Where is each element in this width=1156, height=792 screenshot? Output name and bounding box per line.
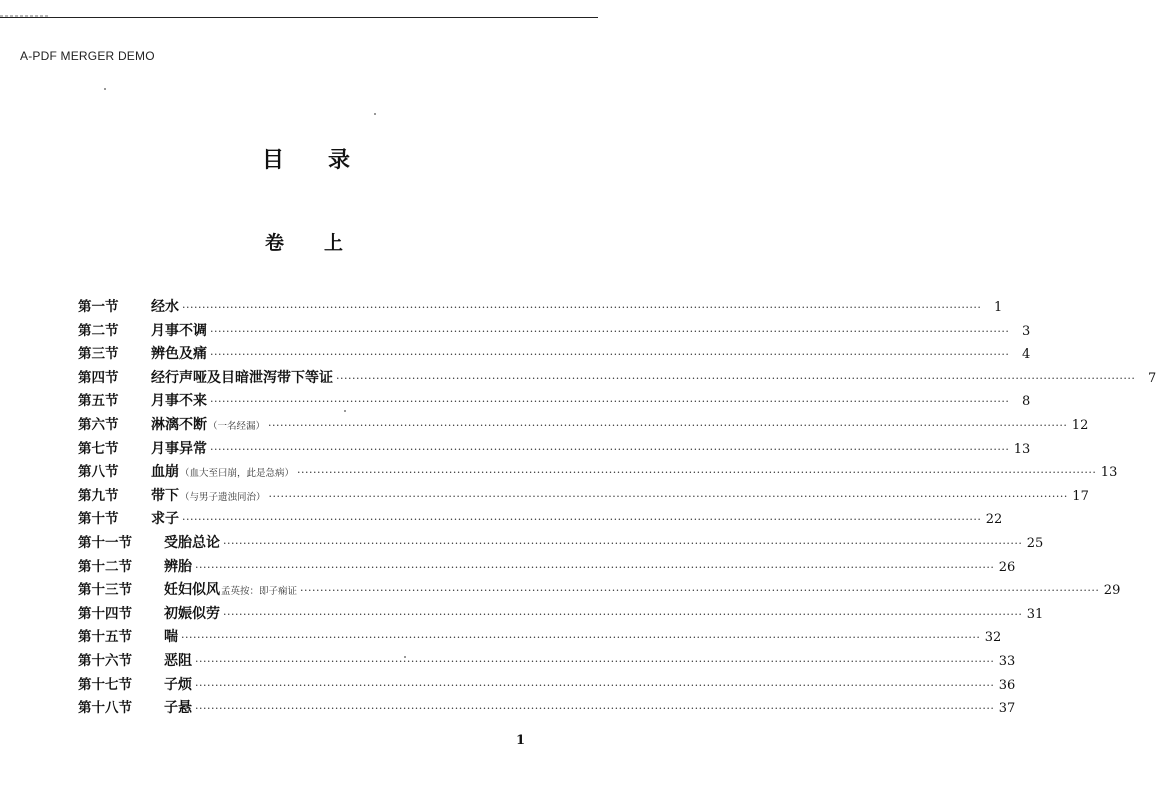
toc-section-number: 第十二节 (78, 558, 132, 575)
toc-dot-leader: ········································································································································································································ (182, 513, 982, 527)
toc-section-number: 第十三节 (78, 582, 132, 599)
toc-dot-leader: ········································································································································································································ (300, 584, 1100, 598)
toc-dot-leader: ········································································································································································································ (181, 631, 981, 645)
toc-section-number: 第十八节 (78, 700, 132, 717)
toc-section-number: 第九节 (78, 487, 119, 504)
toc-page-number: 29 (1103, 583, 1121, 599)
toc-section-number: 第三节 (78, 346, 119, 363)
toc-dot-leader: ········································································································································································································ (268, 489, 1068, 503)
toc-page-number: 25 (1026, 535, 1044, 551)
toc-section-number: 第四节 (78, 369, 119, 386)
toc-section-title: 月事不调 (151, 322, 207, 339)
toc-section-number: 第八节 (78, 464, 119, 481)
toc-entry[interactable] (78, 367, 1156, 391)
toc-section-title: 淋漓不断 (151, 416, 207, 433)
page-number: 1 (516, 733, 526, 748)
toc-entry[interactable] (78, 320, 1031, 344)
toc-dot-leader: ········································································································································································································ (195, 654, 995, 668)
header-rule (0, 17, 598, 18)
toc-section-number: 第十一节 (78, 534, 132, 551)
toc-dot-leader: ········································································································································································································ (336, 371, 1136, 385)
toc-dot-leader: ········································································································································································································ (210, 348, 1010, 362)
toc-section-title: 辨色及痛 (151, 346, 207, 363)
toc-entry[interactable] (78, 414, 1089, 438)
table-of-contents (78, 296, 1156, 721)
toc-section-number: 第七节 (78, 440, 119, 457)
toc-entry[interactable] (78, 626, 1002, 650)
toc-page-number: 22 (985, 512, 1003, 528)
toc-section-title: 求子 (151, 511, 179, 528)
scan-speck (104, 88, 106, 90)
toc-entry[interactable] (78, 674, 1016, 698)
toc-entry[interactable] (78, 390, 1031, 414)
watermark-text: A-PDF MERGER DEMO (20, 49, 155, 63)
toc-section-number: 第五节 (78, 393, 119, 410)
toc-entry[interactable] (78, 556, 1016, 580)
toc-section-note: （与男子遗浊同治） (180, 491, 266, 503)
toc-entry[interactable] (78, 579, 1121, 603)
toc-section-title: 初娠似劳 (164, 605, 220, 622)
toc-page-number: 4 (1022, 347, 1031, 363)
toc-section-title: 带下 (151, 487, 179, 504)
toc-entry[interactable] (78, 485, 1089, 509)
toc-page-number: 13 (1013, 441, 1031, 457)
toc-section-title: 月事异常 (151, 440, 207, 457)
toc-section-number: 第十四节 (78, 605, 132, 622)
toc-section-title: 恶阻 (164, 652, 192, 669)
toc-page-number: 13 (1100, 465, 1118, 481)
toc-page-number: 8 (1022, 394, 1031, 410)
page-title: 目录 (261, 147, 394, 173)
volume-heading: 卷上 (264, 232, 383, 254)
toc-page-number: 7 (1148, 370, 1156, 386)
toc-page-number: 1 (994, 300, 1003, 315)
toc-page-number: 17 (1072, 488, 1089, 504)
toc-dot-leader: ········································································································································································································ (210, 324, 1010, 338)
toc-dot-leader: ········································································································································································································ (223, 536, 1023, 550)
toc-section-title: 经水 (151, 299, 179, 315)
toc-entry[interactable] (78, 508, 1003, 532)
toc-section-number: 第六节 (78, 416, 119, 433)
toc-entry[interactable] (78, 343, 1031, 367)
toc-dot-leader: ········································································································································································································ (195, 560, 995, 574)
toc-dot-leader: ········································································································································································································ (297, 466, 1097, 480)
toc-entry[interactable] (78, 532, 1044, 556)
toc-dot-leader: ········································································································································································································ (195, 702, 995, 716)
toc-section-number: 第一节 (78, 299, 119, 315)
toc-entry[interactable] (78, 697, 1016, 721)
toc-entry[interactable] (78, 603, 1044, 627)
toc-page-number: 33 (998, 653, 1016, 669)
toc-section-number: 第十六节 (78, 652, 132, 669)
toc-page-number: 36 (998, 677, 1016, 693)
toc-section-title: 子烦 (164, 676, 192, 693)
toc-page-number: 32 (984, 630, 1002, 646)
toc-dot-leader: ········································································································································································································ (268, 418, 1068, 432)
toc-page-number: 31 (1026, 606, 1044, 622)
toc-dot-leader: ········································································································································································································ (182, 301, 982, 314)
toc-page-number: 37 (998, 701, 1016, 717)
toc-page-number: 12 (1071, 417, 1089, 433)
toc-dot-leader: ········································································································································································································ (210, 442, 1010, 456)
toc-section-title: 月事不来 (151, 393, 207, 410)
scan-speck (374, 113, 376, 115)
toc-section-title: 受胎总论 (164, 534, 220, 551)
toc-section-title: 辨胎 (164, 558, 192, 575)
toc-dot-leader: ········································································································································································································ (223, 607, 1023, 621)
toc-section-note: 孟英按：即子痫证 (221, 586, 298, 598)
toc-page-number: 26 (998, 559, 1016, 575)
toc-section-number: 第十五节 (78, 629, 132, 646)
toc-section-number: 第十七节 (78, 676, 132, 693)
toc-section-title: 喘 (164, 629, 178, 646)
toc-section-note: （一名经漏） (208, 420, 266, 432)
toc-section-number: 第十节 (78, 511, 119, 528)
toc-section-title: 子悬 (164, 700, 192, 717)
toc-entry[interactable] (78, 461, 1118, 485)
toc-section-title: 经行声哑及目暗泄泻带下等证 (151, 369, 333, 386)
toc-section-title: 血崩 (151, 464, 179, 481)
toc-dot-leader: ········································································································································································································ (195, 678, 995, 692)
toc-entry[interactable] (78, 296, 1003, 320)
toc-section-note: （血大至曰崩，此是急病） (180, 468, 295, 480)
toc-dot-leader: ········································································································································································································ (210, 395, 1010, 409)
toc-section-number: 第二节 (78, 322, 119, 339)
toc-entry[interactable] (78, 650, 1016, 674)
toc-section-title: 妊妇似风 (164, 582, 220, 599)
toc-entry[interactable] (78, 438, 1031, 462)
toc-page-number: 3 (1022, 323, 1031, 339)
